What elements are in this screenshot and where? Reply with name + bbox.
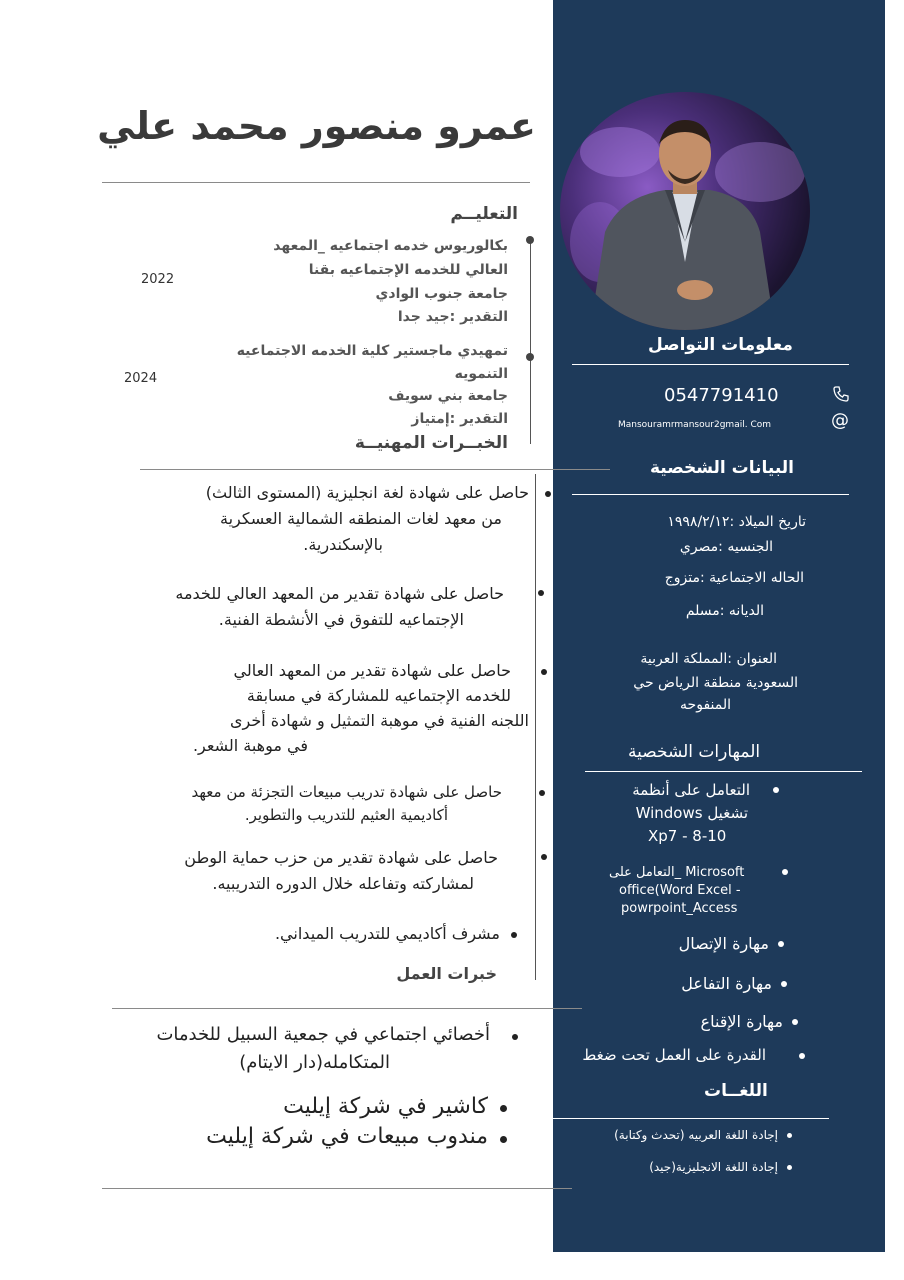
personal-divider — [572, 494, 849, 495]
experience-4-line-1: حاصل على شهادة تدريب مبيعات التجزئة من معهد — [191, 783, 502, 801]
skill-1-line-2: تشغيل Windows — [635, 804, 748, 822]
experience-bullet — [541, 669, 547, 675]
education-1-year: 2022 — [141, 272, 175, 287]
work-bullet — [500, 1105, 507, 1112]
marital-status: الحاله الاجتماعية :متزوج — [664, 570, 804, 586]
skill-2-line-3: powrpoint_Access — [621, 901, 738, 916]
phone-number[interactable]: 0547791410 — [664, 385, 779, 406]
experience-bullet — [541, 854, 547, 860]
language-2: إجادة اللغة الانجليزية(جيد) — [649, 1160, 778, 1174]
experience-bullet — [538, 590, 544, 596]
work-2: كاشير في شركة إيليت — [283, 1094, 488, 1119]
work-1-line-1: أخصائي اجتماعي في جمعية السبيل للخدمات — [156, 1024, 490, 1045]
experience-2-line-2: الإجتماعيه للتفوق في الأنشطة الفنية. — [218, 610, 464, 629]
work-heading: خبرات العمل — [396, 964, 497, 983]
skill-bullet — [792, 1019, 798, 1025]
title-divider — [102, 182, 530, 183]
skill-6: القدرة على العمل تحت ضغط — [582, 1046, 766, 1064]
skill-3: مهارة الإتصال — [678, 934, 769, 953]
experience-4-line-2: أكاديمية العثيم للتدريب والتطوير. — [244, 806, 448, 824]
skills-heading: المهارات الشخصية — [628, 742, 761, 762]
skill-2-line-1: التعامل على_ Microsoft — [609, 865, 745, 880]
experience-bullet — [539, 790, 545, 796]
education-timeline — [530, 240, 531, 444]
education-1-line-3: جامعة جنوب الوادي — [375, 286, 508, 302]
education-2-line-1: تمهيدي ماجستير كلية الخدمه الاجتماعيه — [236, 343, 508, 359]
education-1-line-4: التقدير :جيد جدا — [397, 309, 508, 325]
experience-divider — [140, 469, 610, 470]
address-line-3: المنفوحه — [680, 697, 731, 713]
footer-divider — [102, 1188, 572, 1189]
at-icon: @ — [831, 410, 849, 431]
address-line-2: السعودية منطقة الرياض حي — [633, 675, 798, 691]
language-1: إجادة اللغة العربيه (تحدث وكتابة) — [614, 1128, 778, 1142]
personal-heading: البيانات الشخصية — [650, 458, 795, 478]
experience-1-line-3: بالإسكندرية. — [303, 535, 383, 554]
education-2-line-2: التنمويه — [454, 366, 508, 382]
experience-heading: الخبــرات المهنيــة — [354, 433, 508, 453]
experience-5-line-2: لمشاركته وتفاعله خلال الدوره التدريبيه. — [212, 874, 474, 893]
skills-divider — [585, 771, 862, 772]
experience-timeline — [535, 474, 536, 980]
email-address[interactable]: Mansouramrmansour2gmail. Com — [618, 420, 771, 430]
birth-date: تاريخ الميلاد :١٩٩٨/٢/١٢ — [667, 514, 806, 530]
timeline-dot — [526, 236, 534, 244]
languages-heading: اللغــات — [704, 1081, 768, 1101]
experience-1-line-1: حاصل على شهادة لغة انجليزية (المستوى الثالث) — [205, 483, 529, 502]
skill-1-line-3: Xp7 - 8-10 — [648, 827, 727, 845]
address-line-1: العنوان :المملكة العربية — [640, 651, 777, 667]
work-bullet — [500, 1136, 507, 1143]
experience-3-line-3: اللجنه الفنية في موهبة التمثيل و شهادة أخرى — [229, 711, 529, 730]
timeline-dot — [526, 353, 534, 361]
skill-bullet — [773, 787, 779, 793]
religion: الديانه :مسلم — [685, 603, 764, 619]
experience-1-line-2: من معهد لغات المنطقه الشمالية العسكرية — [220, 509, 502, 528]
language-bullet — [787, 1165, 792, 1170]
contact-divider — [572, 364, 849, 365]
languages-divider — [553, 1118, 829, 1119]
education-1-line-2: العالي للخدمه الإجتماعيه بقنا — [308, 262, 508, 278]
language-bullet — [787, 1133, 792, 1138]
profile-photo — [560, 92, 810, 330]
experience-3-line-4: في موهبة الشعر. — [192, 736, 308, 755]
experience-bullet — [511, 932, 517, 938]
skill-bullet — [781, 981, 787, 987]
skill-4: مهارة التفاعل — [681, 974, 772, 993]
experience-bullet — [545, 491, 551, 497]
contact-heading: معلومات التواصل — [648, 335, 793, 355]
work-bullet — [512, 1034, 518, 1040]
page-title: عمرو منصور محمد علي — [97, 104, 536, 148]
person-silhouette — [560, 92, 810, 330]
education-1-line-1: بكالوريوس خدمه اجتماعيه _المعهد — [273, 238, 508, 254]
work-1-line-2: المتكامله(دار الايتام) — [239, 1052, 390, 1073]
skill-2-line-2: office(Word Excel - — [619, 883, 741, 898]
education-2-year: 2024 — [124, 371, 158, 386]
work-3: مندوب مبيعات في شركة إيليت — [206, 1124, 488, 1149]
work-divider — [112, 1008, 582, 1009]
skill-5: مهارة الإقناع — [700, 1012, 783, 1031]
skill-bullet — [799, 1053, 805, 1059]
experience-6-line-1: مشرف أكاديمي للتدريب الميداني. — [274, 924, 500, 943]
phone-icon — [832, 385, 850, 407]
education-2-line-3: جامعة بني سويف — [388, 388, 508, 404]
skill-bullet — [782, 869, 788, 875]
skill-1-line-1: التعامل على أنظمة — [632, 781, 750, 799]
nationality: الجنسيه :مصري — [679, 539, 773, 555]
experience-3-line-1: حاصل على شهادة تقدير من المعهد العالي — [233, 661, 511, 680]
experience-3-line-2: للخدمه الإجتماعيه للمشاركة في مسابقة — [246, 686, 511, 705]
education-heading: التعليــم — [450, 204, 518, 224]
education-2-line-4: التقدير :إمتياز — [411, 411, 508, 427]
experience-2-line-1: حاصل على شهادة تقدير من المعهد العالي للخدمه — [175, 584, 504, 603]
experience-5-line-1: حاصل على شهادة تقدير من حزب حماية الوطن — [184, 848, 498, 867]
skill-bullet — [778, 941, 784, 947]
